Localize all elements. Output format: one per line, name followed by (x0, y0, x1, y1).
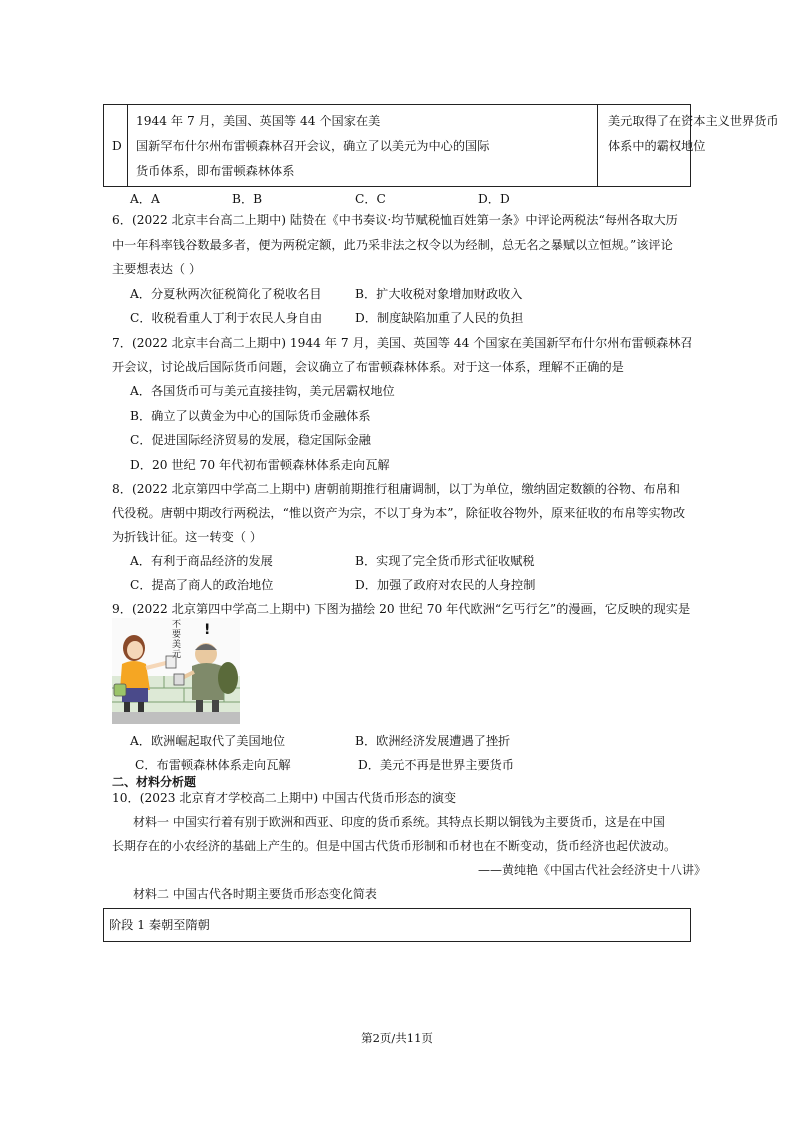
q5-option-a: A．A (130, 192, 160, 206)
q10-stem-line: 10．(2023 北京育才学校高二上期中) 中国古代货币形态的演变 (112, 791, 457, 805)
q8-option-c: C．提高了商人的政治地位 (130, 578, 274, 592)
q9-option-b: B．欧洲经济发展遭遇了挫折 (355, 734, 511, 748)
material1-source: ——黄纯艳《中国古代社会经济史十八讲》 (478, 863, 707, 877)
q6-stem-line: 中一年科率钱谷数最多者，便为两税定额，此乃采非法之权令以为经制，总无名之暴赋以立恒规。”该评论 (112, 238, 673, 252)
q9-option-c: C．布雷顿森林体系走向瓦解 (135, 758, 291, 772)
currency-stage-table (103, 908, 691, 942)
left-cell-line: 货币体系，即布雷顿森林体系 (136, 164, 295, 178)
q7-option-b: B．确立了以黄金为中心的国际货币金融体系 (130, 409, 371, 423)
cartoon-caption: 不要美元 (172, 620, 182, 660)
beggar-cartoon-image (112, 618, 240, 724)
q6-stem-line: 主要想表达（ ） (112, 262, 202, 276)
answer-table-row-d (103, 104, 779, 187)
q7-stem-line: 开会议，讨论战后国际货币问题，会议确立了布雷顿森林体系。对于这一体系，理解不正确的是 (112, 360, 624, 374)
right-cell-line: 体系中的霸权地位 (608, 139, 706, 153)
q5-option-d: D．D (478, 192, 510, 206)
material2-title: 材料二 中国古代各时期主要货币形态变化简表 (133, 887, 377, 901)
q8-option-b: B．实现了完全货币形式征收赋税 (355, 554, 535, 568)
page-number: 第2页/共11页 (361, 1031, 433, 1045)
q7-option-a: A．各国货币可与美元直接挂钩，美元居霸权地位 (130, 384, 395, 398)
left-cell-line: 1944 年 7 月，美国、英国等 44 个国家在美 (136, 114, 381, 128)
q6-stem-line: 6．(2022 北京丰台高二上期中) 陆贽在《中书奏议·均节赋税恤百姓第一条》中评论两税法“每州各取大历 (112, 213, 678, 227)
q9-option-d: D．美元不再是世界主要货币 (358, 758, 515, 772)
q5-option-c: C．C (355, 192, 386, 206)
q6-option-d: D．制度缺陷加重了人民的负担 (355, 311, 524, 325)
section-heading: 二、材料分析题 (112, 775, 197, 789)
q8-option-d: D．加强了政府对农民的人身控制 (355, 578, 536, 592)
q6-option-a: A．分夏秋两次征税简化了税收名目 (130, 287, 322, 301)
left-cell-line: 国新罕布什尔州布雷顿森林召开会议，确立了以美元为中心的国际 (136, 139, 490, 153)
q7-option-d: D．20 世纪 70 年代初布雷顿森林体系走向瓦解 (130, 458, 390, 472)
row-letter: D (112, 139, 122, 153)
q8-stem-line: 代役税。唐朝中期改行两税法，“惟以资产为宗，不以丁身为本”，除征收谷物外，原来征收的布帛等实物改 (112, 506, 686, 520)
q5-option-b: B．B (232, 192, 263, 206)
q7-option-c: C．促进国际经济贸易的发展，稳定国际金融 (130, 433, 371, 447)
material1-line: 材料一 中国实行着有别于欧洲和西亚、印度的货币系统。其特点长期以铜钱为主要货币，这是在中国 (133, 815, 665, 829)
svg-text:!: ! (204, 622, 211, 638)
q9-stem-line: 9．(2022 北京第四中学高二上期中) 下图为描绘 20 世纪 70 年代欧洲“乞丐行乞”的漫画，它反映的现实是 (112, 602, 691, 616)
q9-option-a: A．欧洲崛起取代了美国地位 (130, 734, 286, 748)
stage-1-label: 阶段 1 秦朝至隋朝 (109, 918, 210, 932)
q6-option-b: B．扩大收税对象增加财政收入 (355, 287, 523, 301)
q7-stem-line: 7．(2022 北京丰台高二上期中) 1944 年 7 月，美国、英国等 44 个国家在美国新罕布什尔州布雷顿森林召 (112, 336, 693, 350)
right-cell (597, 105, 779, 186)
right-cell-line: 美元取得了在资本主义世界货币 (608, 114, 779, 128)
row-letter-cell (104, 105, 128, 186)
q8-option-a: A．有利于商品经济的发展 (130, 554, 273, 568)
q8-stem-line: 8．(2022 北京第四中学高二上期中) 唐朝前期推行租庸调制，以丁为单位，缴纳固定数额的谷物、布帛和 (112, 482, 680, 496)
q6-option-c: C．收税看重人丁利于农民人身自由 (130, 311, 323, 325)
material1-line: 长期存在的小农经济的基础上产生的。但是中国古代货币形制和币材也在不断变动，货币经济也起伏波动。 (112, 839, 677, 853)
q8-stem-line: 为折钱计征。这一转变（ ） (112, 530, 263, 544)
